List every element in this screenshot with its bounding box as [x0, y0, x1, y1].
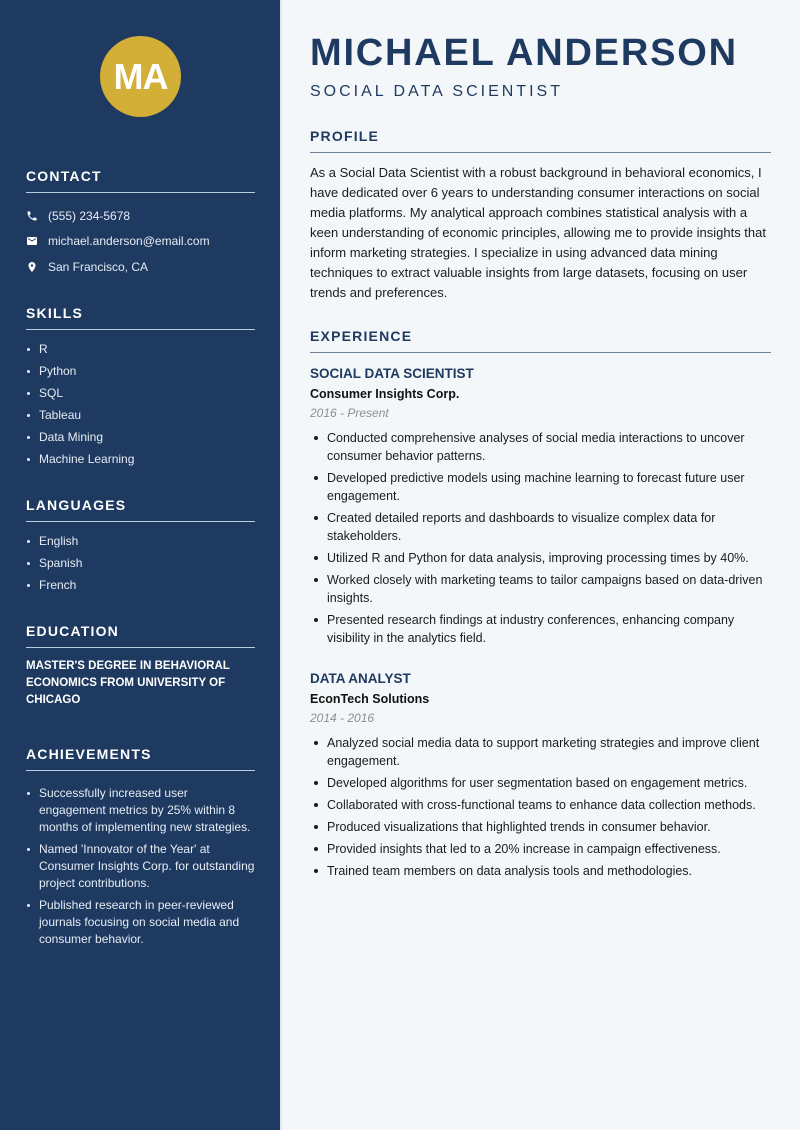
contact-list — [26, 203, 255, 280]
job-bullet: Created detailed reports and dashboards to visualize complex data for stakeholders. — [310, 509, 771, 545]
job-bullet: Produced visualizations that highlighted trends in consumer behavior. — [310, 818, 771, 836]
achievement-item: Named 'Innovator of the Year' at Consumer Insights Corp. for outstanding project contributions. — [26, 841, 255, 892]
job-bullet: Worked closely with marketing teams to tailor campaigns based on data-driven insights. — [310, 571, 771, 607]
language-item: English — [26, 530, 255, 552]
job-bullet: Conducted comprehensive analyses of social media interactions to uncover consumer behavior patterns. — [310, 429, 771, 465]
skill-item: SQL — [26, 382, 255, 404]
contact-location-text: San Francisco, CA — [48, 259, 149, 274]
achievements-list — [26, 785, 255, 948]
profile-section — [310, 128, 771, 303]
job-bullet: Utilized R and Python for data analysis, improving processing times by 40%. — [310, 549, 771, 567]
job-company: EconTech Solutions — [310, 692, 430, 706]
skill-item: Data Mining — [26, 426, 255, 448]
achievements-heading: ACHIEVEMENTS — [26, 746, 255, 771]
achievements-section — [26, 746, 255, 953]
achievement-item: Successfully increased user engagement metrics by 25% within 8 months of implementing new strategies. — [26, 785, 255, 836]
job-entry — [310, 671, 771, 884]
job-bullets — [310, 429, 771, 647]
skills-heading: SKILLS — [26, 305, 255, 330]
job-bullet: Provided insights that led to a 20% increase in campaign effectiveness. — [310, 840, 771, 858]
job-bullet: Collaborated with cross-functional teams to enhance data collection methods. — [310, 796, 771, 814]
profile-heading: PROFILE — [310, 128, 771, 153]
contact-phone-text: (555) 234-5678 — [48, 208, 131, 223]
languages-section — [26, 497, 255, 596]
skills-list — [26, 338, 255, 470]
job-role: DATA ANALYST — [310, 671, 411, 686]
job-dates: 2016 - Present — [310, 406, 389, 420]
job-company: Consumer Insights Corp. — [310, 387, 460, 401]
contact-heading: CONTACT — [26, 168, 255, 193]
avatar — [100, 36, 181, 117]
language-item: Spanish — [26, 552, 255, 574]
contact-phone[interactable] — [26, 203, 255, 229]
location-pin-icon — [26, 261, 48, 273]
job-bullet: Presented research findings at industry conferences, enhancing company visibility in the analytics field. — [310, 611, 771, 647]
contact-email[interactable] — [26, 229, 255, 255]
job-bullet: Developed algorithms for user segmentation based on engagement metrics. — [310, 774, 771, 792]
languages-heading: LANGUAGES — [26, 497, 255, 522]
job-bullet: Developed predictive models using machine learning to forecast future user engagement. — [310, 469, 771, 505]
sidebar — [0, 0, 280, 1130]
job-entry — [310, 366, 771, 651]
candidate-name: MICHAEL ANDERSON — [310, 32, 738, 74]
job-role: SOCIAL DATA SCIENTIST — [310, 366, 474, 381]
contact-location — [26, 254, 255, 280]
education-heading: EDUCATION — [26, 623, 255, 648]
skill-item: Tableau — [26, 404, 255, 426]
job-bullets — [310, 734, 771, 880]
skill-item: R — [26, 338, 255, 360]
job-bullet: Analyzed social media data to support marketing strategies and improve client engagement. — [310, 734, 771, 770]
education-section — [26, 623, 255, 709]
contact-email-text: michael.anderson@email.com — [48, 234, 210, 249]
profile-text: As a Social Data Scientist with a robust background in behavioral economics, I have dedicated over 6 years to understanding consumer interactions on social media platforms. My analytical approach combines statistical analysis with a keen understanding of economic principles, allowing me to provide insights that inform marketing strategies. I specialize in using advanced data mining techniques to extract valuable insights from large datasets, focusing on user trends and preferences. — [310, 165, 766, 300]
skill-item: Machine Learning — [26, 448, 255, 470]
email-icon — [26, 235, 48, 247]
language-item: French — [26, 574, 255, 596]
candidate-title: SOCIAL DATA SCIENTIST — [310, 83, 563, 100]
job-dates: 2014 - 2016 — [310, 711, 375, 725]
skills-section — [26, 305, 255, 470]
experience-section — [310, 328, 771, 353]
achievement-item: Published research in peer-reviewed journals focusing on social media and consumer behavior. — [26, 897, 255, 948]
education-degree: MASTER'S DEGREE IN BEHAVIORAL ECONOMICS FROM UNIVERSITY OF CHICAGO — [26, 660, 230, 706]
experience-heading: EXPERIENCE — [310, 328, 771, 353]
avatar-initials: MA — [113, 55, 168, 97]
skill-item: Python — [26, 360, 255, 382]
phone-icon — [26, 210, 48, 222]
languages-list — [26, 530, 255, 596]
contact-section — [26, 168, 255, 280]
job-bullet: Trained team members on data analysis tools and methodologies. — [310, 862, 771, 880]
